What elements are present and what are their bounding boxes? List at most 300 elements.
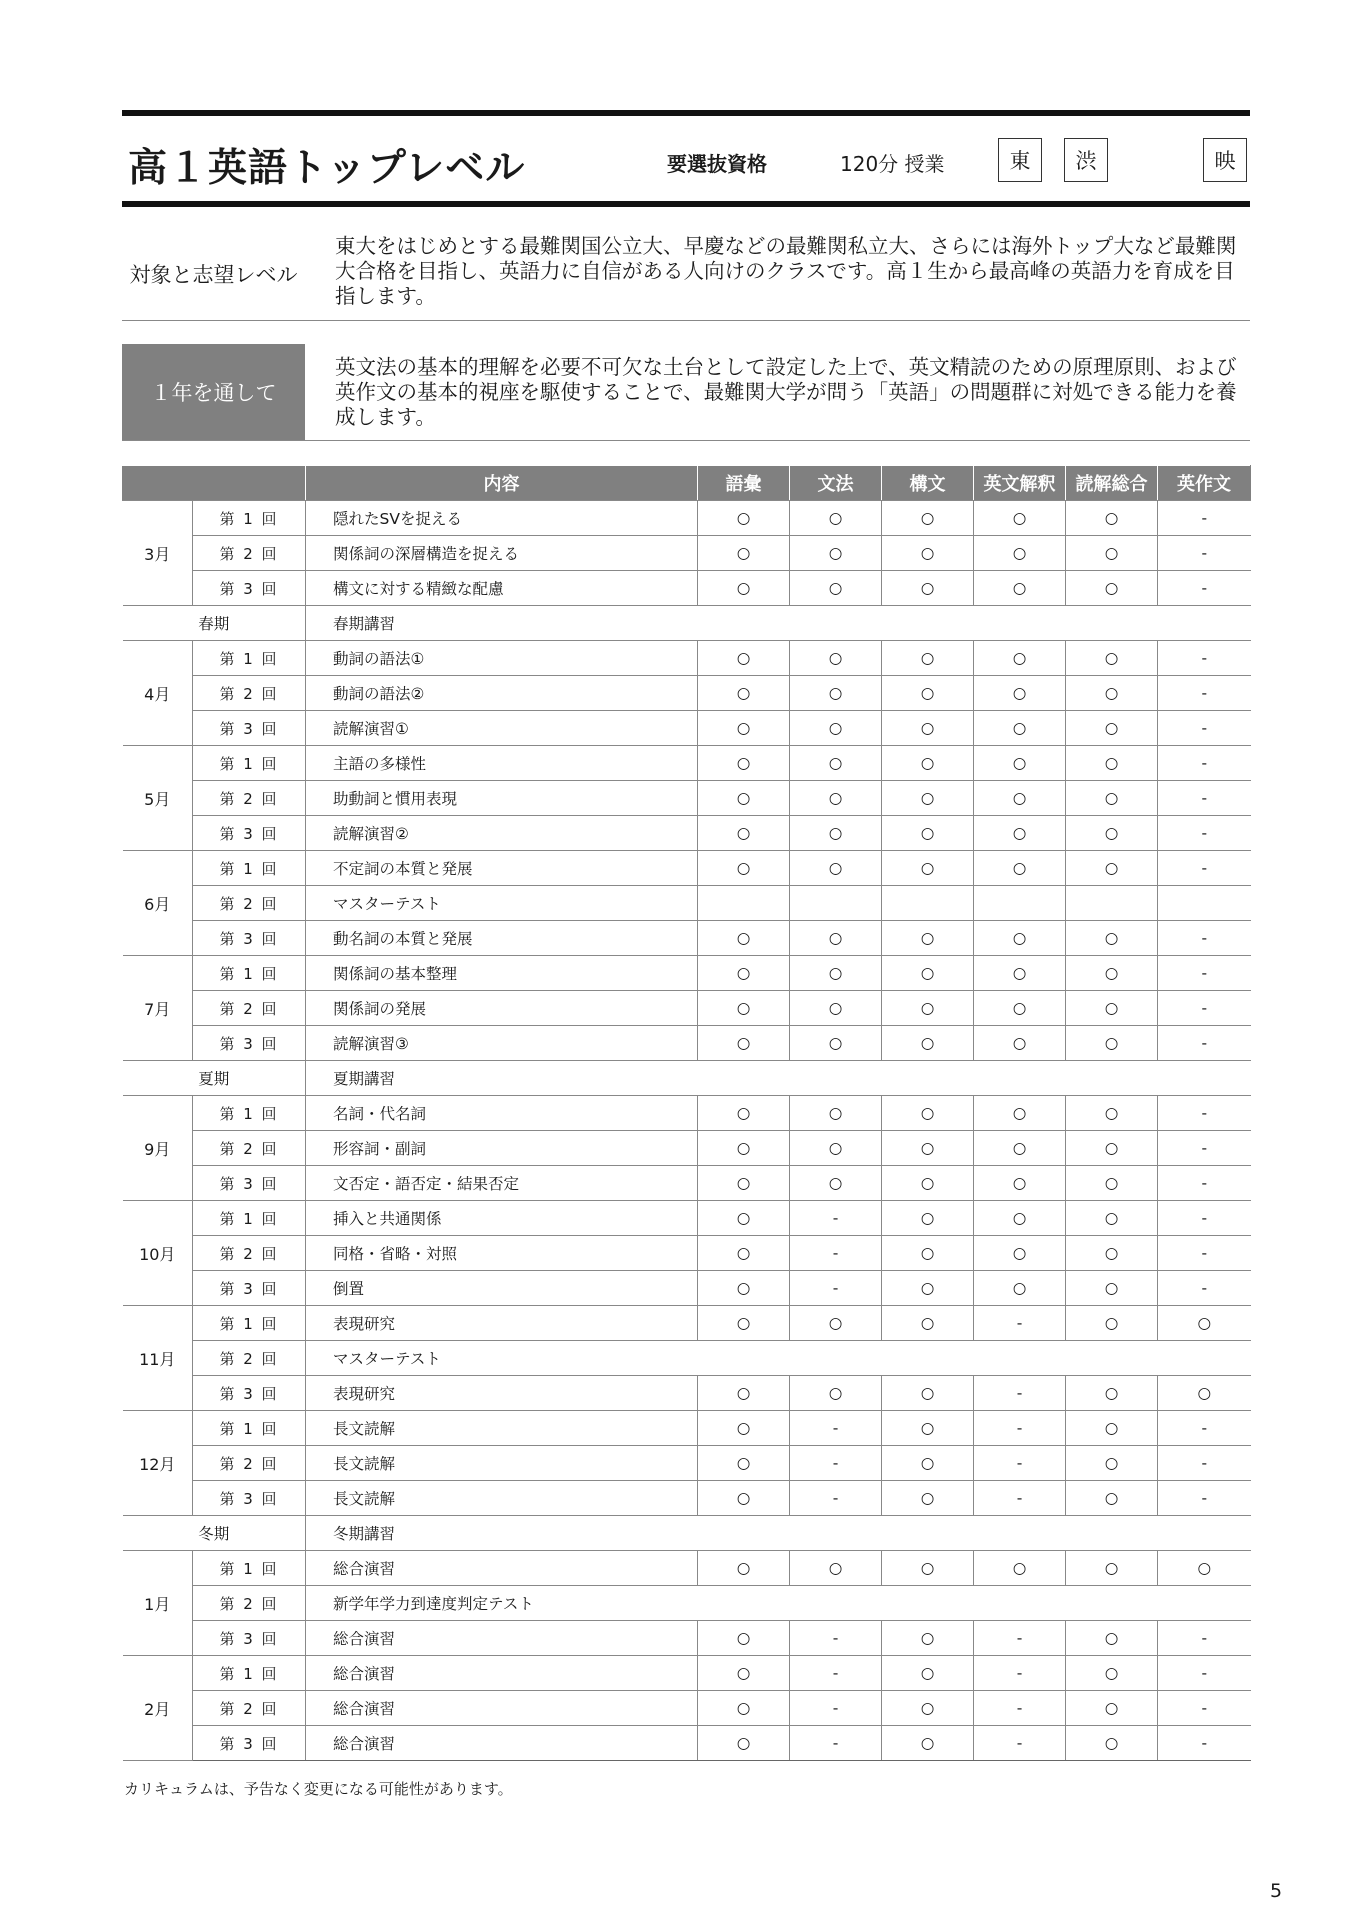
skill-mark: ○ [790, 641, 882, 676]
session-label: 第 3 回 [193, 1621, 306, 1656]
campus-badge-3: 映 [1203, 138, 1247, 182]
skill-mark: - [1158, 991, 1251, 1026]
duration-label: 120分 授業 [840, 152, 945, 176]
table-row [123, 1656, 1251, 1691]
lesson-content: 関係詞の基本整理 [306, 956, 698, 991]
skill-mark: ○ [790, 956, 882, 991]
skill-mark: ○ [1066, 501, 1158, 536]
skill-mark [790, 886, 882, 921]
skill-mark: ○ [1066, 1621, 1158, 1656]
skill-mark: ○ [882, 956, 974, 991]
lesson-content: 関係詞の発展 [306, 991, 698, 1026]
table-row [123, 1411, 1251, 1446]
skill-mark: - [790, 1481, 882, 1516]
skill-mark: ○ [974, 1096, 1066, 1131]
skill-mark: - [1158, 641, 1251, 676]
lesson-content: 関係詞の深層構造を捉える [306, 536, 698, 571]
session-label: 第 3 回 [193, 921, 306, 956]
skill-mark: - [1158, 536, 1251, 571]
skill-mark: ○ [882, 1376, 974, 1411]
season-label: 夏期 [123, 1061, 306, 1096]
skill-mark: - [1158, 956, 1251, 991]
table-row [123, 1481, 1251, 1516]
session-label: 第 1 回 [193, 1306, 306, 1341]
skill-mark: ○ [698, 641, 790, 676]
session-label: 第 1 回 [193, 1201, 306, 1236]
lesson-content: 同格・省略・対照 [306, 1236, 698, 1271]
session-label: 第 2 回 [193, 1446, 306, 1481]
skill-mark: - [974, 1691, 1066, 1726]
month-label: 10月 [123, 1201, 193, 1306]
skill-mark: - [1158, 501, 1251, 536]
skill-mark: ○ [882, 991, 974, 1026]
skill-mark: ○ [790, 1026, 882, 1061]
season-row [123, 606, 1251, 641]
skill-mark: ○ [1066, 1411, 1158, 1446]
year-label: １年を通して [122, 344, 305, 440]
month-label: 11月 [123, 1306, 193, 1411]
lesson-content: 読解演習③ [306, 1026, 698, 1061]
session-label: 第 2 回 [193, 536, 306, 571]
skill-mark: ○ [974, 816, 1066, 851]
qualification-label: 要選抜資格 [667, 152, 767, 176]
skill-mark: ○ [882, 571, 974, 606]
skill-mark: - [974, 1411, 1066, 1446]
skill-mark: ○ [698, 921, 790, 956]
skill-mark: - [1158, 1656, 1251, 1691]
skill-mark: ○ [882, 1481, 974, 1516]
lesson-content: 文否定・語否定・結果否定 [306, 1166, 698, 1201]
session-label: 第 1 回 [193, 851, 306, 886]
skill-mark: - [790, 1656, 882, 1691]
skill-mark: - [790, 1271, 882, 1306]
skill-mark: - [790, 1621, 882, 1656]
skill-mark: ○ [1066, 1201, 1158, 1236]
skill-mark: ○ [698, 1376, 790, 1411]
skill-mark: ○ [882, 781, 974, 816]
skill-mark: ○ [974, 641, 1066, 676]
skill-mark: ○ [882, 1131, 974, 1166]
campus-badge-2: 渋 [1064, 138, 1108, 182]
lesson-content: 形容詞・副詞 [306, 1131, 698, 1166]
lesson-content: 主語の多様性 [306, 746, 698, 781]
skill-mark: ○ [790, 746, 882, 781]
target-section [122, 228, 1250, 321]
skill-mark: ○ [882, 746, 974, 781]
skill-mark: ○ [698, 1621, 790, 1656]
session-label: 第 3 回 [193, 1726, 306, 1761]
lesson-content: 総合演習 [306, 1726, 698, 1761]
skill-mark: - [1158, 1201, 1251, 1236]
table-row [123, 711, 1251, 746]
skill-mark: ○ [1066, 1376, 1158, 1411]
table-row [123, 1096, 1251, 1131]
session-label: 第 2 回 [193, 991, 306, 1026]
month-label: 5月 [123, 746, 193, 851]
skill-mark: ○ [1066, 1656, 1158, 1691]
year-text: 英文法の基本的理解を必要不可欠な土台として設定した上で、英文精読のための原理原則、および英作文の基本的視座を駆使することで、最難関大学が問う「英語」の問題群に対処できる能力を養成します。 [335, 355, 1237, 429]
lesson-content: マスターテスト [306, 886, 698, 921]
skill-mark: ○ [882, 851, 974, 886]
table-row [123, 1341, 1251, 1376]
skill-mark: ○ [790, 1096, 882, 1131]
skill-mark: ○ [974, 1166, 1066, 1201]
skill-mark: - [790, 1446, 882, 1481]
skill-mark [882, 886, 974, 921]
top-rule [122, 110, 1250, 116]
table-row [123, 536, 1251, 571]
session-label: 第 1 回 [193, 956, 306, 991]
lesson-content: 総合演習 [306, 1551, 698, 1586]
session-label: 第 2 回 [193, 1131, 306, 1166]
skill-mark [698, 886, 790, 921]
skill-mark: ○ [790, 676, 882, 711]
table-row [123, 1131, 1251, 1166]
season-content: 夏期講習 [306, 1061, 1251, 1096]
skill-mark: - [790, 1236, 882, 1271]
skill-mark: ○ [698, 956, 790, 991]
table-row [123, 886, 1251, 921]
skill-mark: ○ [698, 536, 790, 571]
month-label: 6月 [123, 851, 193, 956]
campus-badge-1: 東 [998, 138, 1042, 182]
skill-mark: ○ [1066, 1131, 1158, 1166]
header-skill-2: 文法 [790, 466, 882, 501]
skill-mark: ○ [698, 1271, 790, 1306]
skill-mark: ○ [698, 851, 790, 886]
table-row [123, 1621, 1251, 1656]
header-skill-5: 読解総合 [1066, 466, 1158, 501]
skill-mark: ○ [882, 676, 974, 711]
lesson-content: 動詞の語法① [306, 641, 698, 676]
skill-mark: ○ [698, 1096, 790, 1131]
skill-mark: ○ [1066, 1481, 1158, 1516]
skill-mark: - [1158, 1481, 1251, 1516]
month-label: 12月 [123, 1411, 193, 1516]
skill-mark: - [1158, 1096, 1251, 1131]
skill-mark: ○ [1066, 1026, 1158, 1061]
skill-mark: ○ [974, 921, 1066, 956]
table-row [123, 816, 1251, 851]
skill-mark: ○ [974, 536, 1066, 571]
skill-mark: ○ [698, 746, 790, 781]
header-skill-6: 英作文 [1158, 466, 1251, 501]
skill-mark: ○ [974, 1131, 1066, 1166]
skill-mark: - [1158, 676, 1251, 711]
skill-mark: ○ [1066, 711, 1158, 746]
season-row [123, 1061, 1251, 1096]
skill-mark: ○ [1066, 641, 1158, 676]
skill-mark: - [1158, 1691, 1251, 1726]
skill-mark: ○ [698, 991, 790, 1026]
skill-mark: ○ [698, 816, 790, 851]
month-label: 2月 [123, 1656, 193, 1761]
skill-mark: ○ [698, 1166, 790, 1201]
table-row [123, 641, 1251, 676]
lesson-content: 総合演習 [306, 1691, 698, 1726]
table-row [123, 956, 1251, 991]
table-row [123, 1236, 1251, 1271]
header-content: 内容 [306, 466, 698, 501]
skill-mark: - [1158, 921, 1251, 956]
month-label: 1月 [123, 1551, 193, 1656]
skill-mark: ○ [974, 1551, 1066, 1586]
session-label: 第 3 回 [193, 816, 306, 851]
skill-mark: ○ [698, 1446, 790, 1481]
skill-mark: ○ [882, 1201, 974, 1236]
skill-mark: - [1158, 1166, 1251, 1201]
skill-mark: - [1158, 816, 1251, 851]
session-label: 第 1 回 [193, 1551, 306, 1586]
skill-mark: ○ [790, 1131, 882, 1166]
skill-mark: ○ [974, 1201, 1066, 1236]
session-label: 第 2 回 [193, 1236, 306, 1271]
skill-mark: - [1158, 1236, 1251, 1271]
header-skill-1: 語彙 [698, 466, 790, 501]
skill-mark: ○ [1066, 851, 1158, 886]
skill-mark: ○ [790, 921, 882, 956]
session-label: 第 2 回 [193, 781, 306, 816]
month-label: 7月 [123, 956, 193, 1061]
skill-mark: ○ [882, 1096, 974, 1131]
session-label: 第 3 回 [193, 711, 306, 746]
season-label: 冬期 [123, 1516, 306, 1551]
skill-mark: ○ [1066, 781, 1158, 816]
skill-mark: ○ [698, 1551, 790, 1586]
skill-mark: - [974, 1481, 1066, 1516]
skill-mark: ○ [882, 1551, 974, 1586]
skill-mark: ○ [882, 501, 974, 536]
skill-mark: ○ [974, 711, 1066, 746]
skill-mark: - [1158, 746, 1251, 781]
lesson-content: 表現研究 [306, 1306, 698, 1341]
skill-mark: ○ [1066, 1446, 1158, 1481]
session-label: 第 3 回 [193, 1376, 306, 1411]
skill-mark: ○ [882, 1621, 974, 1656]
lesson-content: 新学年学力到達度判定テスト [306, 1586, 1251, 1621]
skill-mark: ○ [882, 641, 974, 676]
skill-mark: ○ [1066, 956, 1158, 991]
table-row [123, 746, 1251, 781]
skill-mark: ○ [698, 501, 790, 536]
skill-mark: - [790, 1411, 882, 1446]
table-row [123, 501, 1251, 536]
skill-mark: ○ [698, 1201, 790, 1236]
skill-mark: ○ [698, 571, 790, 606]
skill-mark: ○ [790, 1376, 882, 1411]
skill-mark: ○ [974, 1271, 1066, 1306]
season-label: 春期 [123, 606, 306, 641]
skill-mark: ○ [1066, 1166, 1158, 1201]
session-label: 第 3 回 [193, 1481, 306, 1516]
skill-mark: ○ [698, 711, 790, 746]
skill-mark: ○ [882, 1271, 974, 1306]
page-number: 5 [1270, 1880, 1283, 1902]
session-label: 第 2 回 [193, 886, 306, 921]
lesson-content: 表現研究 [306, 1376, 698, 1411]
table-row [123, 1306, 1251, 1341]
skill-mark: - [790, 1726, 882, 1761]
skill-mark: ○ [790, 1166, 882, 1201]
skill-mark: ○ [974, 571, 1066, 606]
lesson-content: 長文読解 [306, 1446, 698, 1481]
skill-mark: - [790, 1691, 882, 1726]
table-row [123, 1201, 1251, 1236]
skill-mark: ○ [1066, 571, 1158, 606]
skill-mark: ○ [882, 816, 974, 851]
skill-mark: - [1158, 1446, 1251, 1481]
lesson-content: 読解演習② [306, 816, 698, 851]
skill-mark: - [1158, 781, 1251, 816]
skill-mark: - [790, 1201, 882, 1236]
lesson-content: 動名詞の本質と発展 [306, 921, 698, 956]
skill-mark: ○ [790, 816, 882, 851]
skill-mark: ○ [974, 956, 1066, 991]
table-row [123, 1726, 1251, 1761]
lesson-content: 不定詞の本質と発展 [306, 851, 698, 886]
table-row [123, 1026, 1251, 1061]
skill-mark: ○ [698, 1656, 790, 1691]
skill-mark: ○ [698, 1236, 790, 1271]
page-title: 高１英語トップレベル [128, 146, 526, 191]
skill-mark: ○ [882, 1446, 974, 1481]
season-row [123, 1516, 1251, 1551]
lesson-content: マスターテスト [306, 1341, 1251, 1376]
skill-mark [974, 886, 1066, 921]
skill-mark: ○ [698, 781, 790, 816]
skill-mark: - [1158, 1621, 1251, 1656]
skill-mark: ○ [882, 1411, 974, 1446]
skill-mark: - [974, 1656, 1066, 1691]
session-label: 第 2 回 [193, 1341, 306, 1376]
skill-mark: ○ [882, 1306, 974, 1341]
skill-mark: ○ [1158, 1551, 1251, 1586]
session-label: 第 1 回 [193, 1411, 306, 1446]
skill-mark: - [1158, 571, 1251, 606]
table-row [123, 571, 1251, 606]
lesson-content: 総合演習 [306, 1621, 698, 1656]
skill-mark: ○ [974, 991, 1066, 1026]
skill-mark: ○ [882, 1166, 974, 1201]
skill-mark: ○ [882, 711, 974, 746]
table-row [123, 1551, 1251, 1586]
table-row [123, 1376, 1251, 1411]
lesson-content: 長文読解 [306, 1481, 698, 1516]
skill-mark: - [974, 1306, 1066, 1341]
skill-mark: ○ [698, 1726, 790, 1761]
skill-mark: ○ [698, 1481, 790, 1516]
skill-mark: ○ [1066, 921, 1158, 956]
session-label: 第 3 回 [193, 571, 306, 606]
skill-mark: ○ [882, 1656, 974, 1691]
session-label: 第 3 回 [193, 1271, 306, 1306]
skill-mark [1066, 886, 1158, 921]
skill-mark: ○ [1066, 1726, 1158, 1761]
session-label: 第 1 回 [193, 1096, 306, 1131]
skill-mark: - [1158, 1726, 1251, 1761]
header-skill-4: 英文解釈 [974, 466, 1066, 501]
skill-mark: ○ [974, 676, 1066, 711]
footnote: カリキュラムは、予告なく変更になる可能性があります。 [124, 1780, 513, 1798]
month-label: 4月 [123, 641, 193, 746]
lesson-content: 隠れたSVを捉える [306, 501, 698, 536]
skill-mark: ○ [790, 1306, 882, 1341]
skill-mark: ○ [882, 536, 974, 571]
skill-mark: ○ [1066, 1096, 1158, 1131]
lesson-content: 長文読解 [306, 1411, 698, 1446]
skill-mark: - [974, 1446, 1066, 1481]
table-row [123, 1271, 1251, 1306]
skill-mark: ○ [790, 711, 882, 746]
skill-mark: ○ [790, 991, 882, 1026]
season-content: 春期講習 [306, 606, 1251, 641]
skill-mark: - [1158, 711, 1251, 746]
target-label: 対象と志望レベル [129, 263, 298, 287]
month-label: 9月 [123, 1096, 193, 1201]
skill-mark: ○ [790, 781, 882, 816]
skill-mark: ○ [1066, 1551, 1158, 1586]
lesson-content: 読解演習① [306, 711, 698, 746]
skill-mark: ○ [1066, 816, 1158, 851]
skill-mark: ○ [974, 1026, 1066, 1061]
skill-mark: ○ [698, 1691, 790, 1726]
skill-mark: - [1158, 1271, 1251, 1306]
table-row [123, 1166, 1251, 1201]
skill-mark: ○ [1066, 676, 1158, 711]
skill-mark: ○ [1066, 1236, 1158, 1271]
skill-mark: - [974, 1376, 1066, 1411]
session-label: 第 1 回 [193, 501, 306, 536]
skill-mark: ○ [698, 1026, 790, 1061]
skill-mark: ○ [698, 1131, 790, 1166]
skill-mark: ○ [1158, 1376, 1251, 1411]
skill-mark: - [1158, 1411, 1251, 1446]
skill-mark: ○ [790, 536, 882, 571]
skill-mark: ○ [1066, 1306, 1158, 1341]
table-row [123, 991, 1251, 1026]
skill-mark: ○ [974, 1236, 1066, 1271]
lesson-content: 総合演習 [306, 1656, 698, 1691]
skill-mark: - [1158, 851, 1251, 886]
target-text: 東大をはじめとする最難関国公立大、早慶などの最難関私立大、さらには海外トップ大など最難関大合格を目指し、英語力に自信がある人向けのクラスです。高１生から最高峰の英語力を育成を目指します。 [335, 234, 1237, 308]
skill-mark: ○ [790, 571, 882, 606]
header-blank [123, 466, 306, 501]
skill-mark: ○ [790, 851, 882, 886]
table-row [123, 1446, 1251, 1481]
lesson-content: 助動詞と慣用表現 [306, 781, 698, 816]
session-label: 第 3 回 [193, 1026, 306, 1061]
season-content: 冬期講習 [306, 1516, 1251, 1551]
lesson-content: 動詞の語法② [306, 676, 698, 711]
table-row [123, 921, 1251, 956]
table-row [123, 851, 1251, 886]
curriculum-table [122, 465, 1251, 1761]
skill-mark: ○ [882, 1026, 974, 1061]
skill-mark [1158, 886, 1251, 921]
skill-mark: ○ [882, 1236, 974, 1271]
skill-mark: - [974, 1726, 1066, 1761]
table-row [123, 676, 1251, 711]
skill-mark: ○ [974, 781, 1066, 816]
skill-mark: ○ [1066, 536, 1158, 571]
skill-mark: ○ [974, 851, 1066, 886]
lesson-content: 名詞・代名詞 [306, 1096, 698, 1131]
session-label: 第 2 回 [193, 1691, 306, 1726]
lesson-content: 構文に対する精緻な配慮 [306, 571, 698, 606]
lesson-content: 挿入と共通関係 [306, 1201, 698, 1236]
session-label: 第 2 回 [193, 676, 306, 711]
session-label: 第 1 回 [193, 641, 306, 676]
